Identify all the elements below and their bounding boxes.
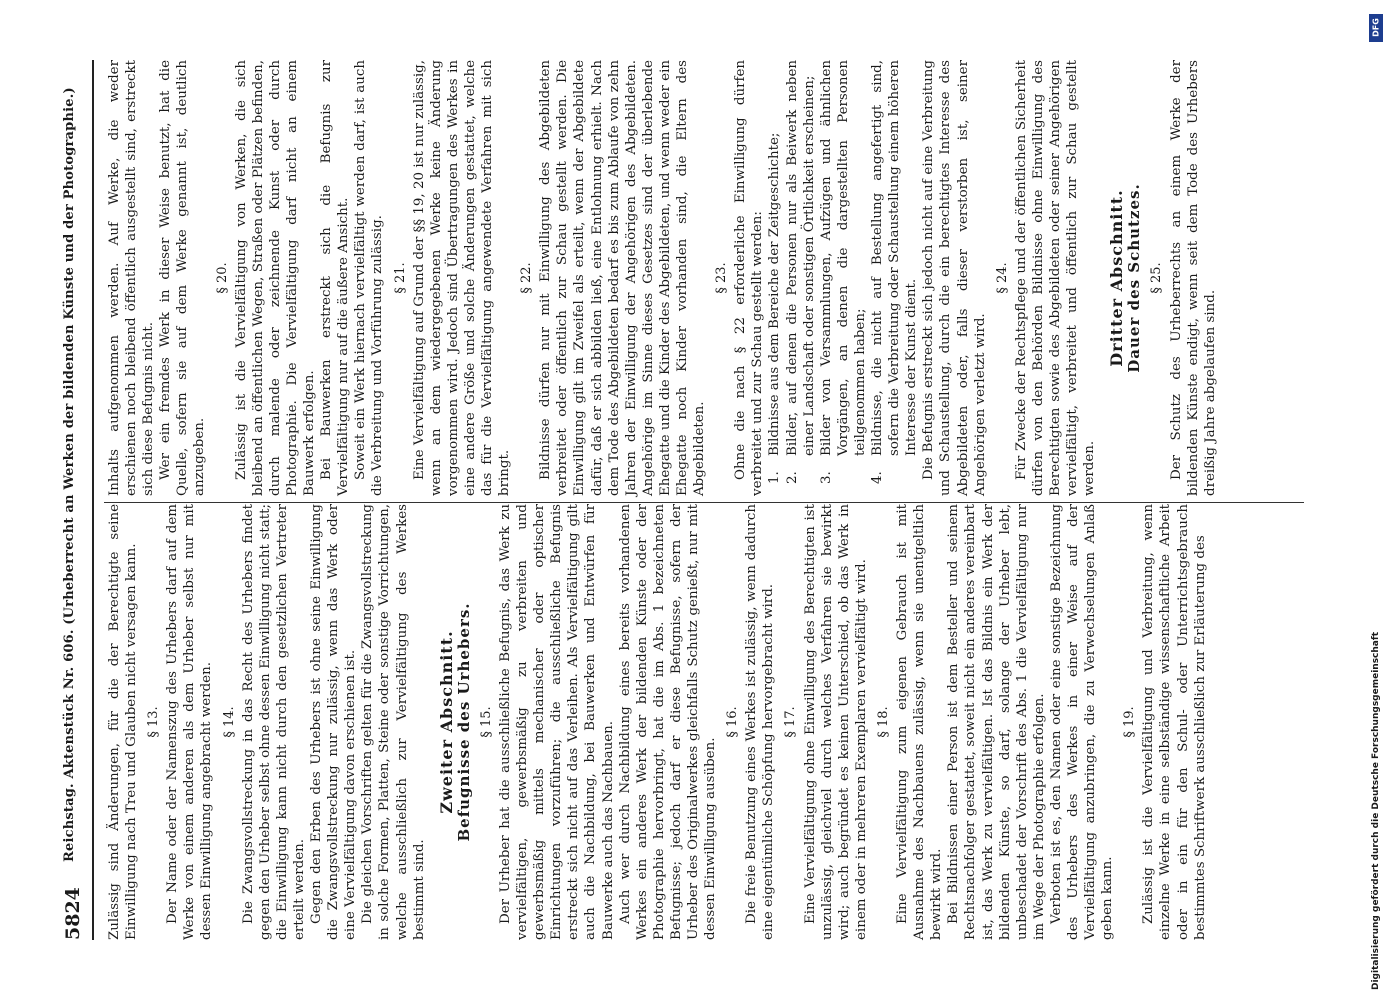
part-heading: Zweiter Abschnitt.	[436, 630, 456, 814]
list-item-text: Bildnisse aus dem Bereiche der Zeitgeschichte;	[767, 132, 783, 456]
column-divider	[104, 502, 1304, 503]
digitization-credit	[1369, 14, 1383, 994]
section-heading: § 24.	[994, 262, 1010, 294]
paragraph: Die freie Benutzung eines Werkes ist zulässig, wenn dadurch eine eigentümliche Schöpfung hervorgebracht wird.	[744, 504, 777, 940]
paragraph: Bildnisse dürfen nur mit Einwilligung des Abgebildeten verbreitet oder öffentlich zur Schau gestellt werden. Die Einwilligung gilt im Zweifel als erteilt, wenn der Abgebildete dafür, daß er sich abbilden ließ, eine Entlohnung erhielt. Nach dem Tode des Abgebildeten bedarf es bis zum Ablaufe von zehn Jahren der Einwilligung der Angehörigen des Abgebildeten. Angehörige im Sinne dieses Gesetzes sind der überlebende Ehegatte und die Kinder des Abgebildeten, und wenn weder ein Ehegatte noch Kinder vorhanden sind, die Eltern des Abgebildeten.	[538, 60, 708, 496]
paragraph: Eine Vervielfältigung zum eigenen Gebrauch ist mit Ausnahme des Nachbauens zulässig, wenn sie unentgeltlich bewirkt wird.	[895, 504, 945, 940]
paragraph: Zulässig ist die Vervielfältigung und Verbreitung, wenn einzelne Werke in eine selbständige wissenschaftliche Arbeit oder in ein für den Schul- oder Unterrichtsgebrauch bestimmtes Schriftwerk ausschließlich zur Erläuterung des	[1141, 504, 1208, 940]
section-heading: § 16.	[725, 706, 741, 738]
paragraph: Die Zwangsvollstreckung in das Recht des Urhebers findet gegen den Urheber selbst ohne dessen Einwilligung nicht statt; die Einwilligung kann nicht durch den gesetzlichen Vertreter erteilt werden.	[240, 504, 307, 940]
list-item-number: 4.	[870, 471, 886, 484]
enumerated-list	[766, 60, 920, 496]
funding-credit-text: Digitalisierung gefördert durch die Deutsche Forschungsgemeinschaft	[1371, 631, 1381, 990]
paragraph: Der Urheber hat die ausschließliche Befugnis, das Werk zu vervielfältigen, gewerbsmäßig zu verbreiten und gewerbsmäßig mittels mechanischer oder optischer Einrichtungen vorzuführen; die ausschließliche Befugnis erstreckt sich nicht auf das Verleihen. Als Vervielfältigung gilt auch die Nachbildung, bei Bauwerken und Entwürfen für Bauwerke auch das Nachbauen.	[497, 504, 616, 940]
paragraph: Soweit ein Werk hiernach vervielfältigt werden darf, ist auch die Verbreitung und Vorführung zulässig.	[353, 60, 386, 496]
section-heading: § 21.	[392, 262, 408, 294]
section-heading: § 18.	[875, 706, 891, 738]
list-item-text: Bildnisse, die nicht auf Bestellung angefertigt sind, sofern die Verbreitung oder Schaustellung einem höheren Interesse der Kunst dient.	[870, 60, 920, 456]
list-item	[766, 60, 783, 496]
dfg-logo	[1369, 14, 1383, 42]
paragraph: Auch wer durch Nachbildung eines bereits vorhandenen Werkes ein anderes Werk der bildenden Künste oder der Photographie hervorbringt, hat die im Abs. 1 bezeichneten Befugnisse; jedoch darf er diese Befugnisse, sofern der Urheber des Originalwerkes gleichfalls Schutz genießt, nur mit dessen Einwilligung ausüben.	[617, 504, 719, 940]
paragraph: Gegen den Erben des Urhebers ist ohne seine Einwilligung die Zwangsvollstreckung nur zulässig, wenn das Werk oder eine Vervielfältigung davon erschienen ist.	[309, 504, 359, 940]
list-item-text: Bilder von Versammlungen, Aufzügen und ähnlichen Vorgängen, an denen die dargestellten Personen teilgenommen haben;	[818, 60, 868, 456]
paragraph: Inhalts aufgenommen werden. Auf Werke, die weder erschienen noch bleibend öffentlich ausgestellt sind, erstreckt sich diese Befugnis nicht.	[107, 60, 157, 496]
paragraph: Bei Bildnissen einer Person ist dem Besteller und seinem Rechtsnachfolger gestattet, soweit nicht ein anderes vereinbart ist, das Werk zu vervielfältigen. Ist das Bildnis ein Werk der bildenden Künste, so darf, solange der Urheber lebt, unbeschadet der Vorschrift des Abs. 1 die Vervielfältigung nur im Wege der Photographie erfolgen.	[946, 504, 1047, 940]
section-heading: § 17.	[783, 706, 799, 738]
paragraph: Der Name oder der Namenszug des Urhebers darf auf dem Werke von einem anderen als dem Urheber selbst nur mit dessen Einwilligung angebracht werden.	[165, 504, 215, 940]
section-heading: § 20.	[214, 262, 230, 294]
section-heading: § 19.	[1122, 706, 1138, 738]
left-column	[106, 504, 1209, 940]
paragraph: Zulässig ist die Vervielfältigung von Werken, die sich bleibend an öffentlichen Wegen, Straßen oder Plätzen befinden, durch malende oder zeichnende Kunst oder durch Photographie. Die Vervielfältigung darf nicht an einem Bauwerk erfolgen.	[233, 60, 318, 496]
page-number: 5824	[62, 887, 84, 940]
section-heading: § 22.	[519, 262, 535, 294]
section-heading: § 13.	[146, 706, 162, 738]
right-column	[106, 60, 1219, 496]
paragraph: Wer ein fremdes Werk in dieser Weise benutzt, hat die Quelle, sofern sie auf dem Werke genannt ist, deutlich anzugeben.	[158, 60, 208, 496]
paragraph: Eine Vervielfältigung auf Grund der §§ 19, 20 ist nur zulässig, wenn an dem wiedergegebenen Werke keine Änderung vorgenommen wird. Jedoch sind Übertragungen des Werkes in eine andere Größe und solche Änderungen gestattet, welche das für die Vervielfältigung angewendete Verfahren mit sich bringt.	[411, 60, 513, 496]
running-title: Reichstag. Aktenstück Nr. 606. (Urheberrecht an Werken der bildenden Künste und der Photographie.)	[62, 87, 77, 862]
list-item-text: Bilder, auf denen die Personen nur als Beiwerk neben einer Landschaft oder sonstigen Örtlichkeit erscheinen;	[784, 60, 817, 456]
part-heading: Dritter Abschnitt.	[1107, 189, 1127, 367]
list-item-number: 3.	[818, 471, 834, 484]
paragraph: Verboten ist es, den Namen oder eine sonstige Bezeichnung des Urhebers des Werkes in einer Weise auf der Vervielfältigung anzubringen, die zu Verwechselungen Anlaß geben kann.	[1048, 504, 1116, 940]
dfg-logo-text: DFG	[1371, 18, 1381, 37]
paragraph: Eine Vervielfältigung ohne Einwilligung des Berechtigten ist unzulässig, gleichviel durch welches Verfahren sie bewirkt wird; auch begründet es keinen Unterschied, ob das Werk in einem oder in mehreren Exemplaren vervielfältigt wird.	[802, 504, 869, 940]
list-item	[784, 60, 818, 496]
paragraph: Bei Bauwerken erstreckt sich die Befugnis zur Vervielfältigung nur auf die äußere Ansicht.	[319, 60, 352, 496]
paragraph: Die gleichen Vorschriften gelten für die Zwangsvollstreckung in solche Formen, Platten, Steine oder sonstige Vorrichtungen, welche ausschließlich zur Vervielfältigung des Werkes bestimmt sind.	[360, 504, 427, 940]
list-item-number: 1.	[767, 471, 783, 484]
paragraph: Der Schutz des Urheberrechts an einem Werke der bildenden Künste endigt, wenn seit dem Tode des Urhebers dreißig Jahre abgelaufen sind.	[1168, 60, 1218, 496]
section-heading: § 15.	[478, 706, 494, 738]
paragraph: Zulässig sind Änderungen, für die der Berechtigte seine Einwilligung nach Treu und Glauben nicht versagen kann.	[107, 504, 140, 940]
list-item	[869, 60, 920, 496]
running-header	[60, 60, 94, 940]
list-item-number: 2.	[784, 471, 800, 484]
list-item	[818, 60, 869, 496]
section-heading: § 25.	[1149, 262, 1165, 294]
part-subheading: Befugnisse des Urhebers.	[454, 602, 473, 842]
paragraph: Für Zwecke der Rechtspflege und der öffentlichen Sicherheit dürfen von den Behörden Bildnisse ohne Einwilligung des Berechtigten sowie des Abgebildeten oder seiner Angehörigen vervielfältigt, verbreitet und öffentlich zur Schau gestellt werden.	[1013, 60, 1098, 496]
section-heading: § 23.	[714, 262, 730, 294]
section-heading: § 14.	[221, 706, 237, 738]
paragraph: Ohne die nach § 22 erforderliche Einwilligung dürfen verbreitet und zur Schau gestellt werden:	[733, 60, 766, 496]
part-subheading: Dauer des Schutzes.	[1125, 183, 1144, 373]
paragraph: Die Befugnis erstreckt sich jedoch nicht auf eine Verbreitung und Schaustellung, durch die ein berechtigtes Interesse des Abgebildeten oder, falls dieser verstorben ist, seiner Angehörigen verletzt wird.	[921, 60, 988, 496]
